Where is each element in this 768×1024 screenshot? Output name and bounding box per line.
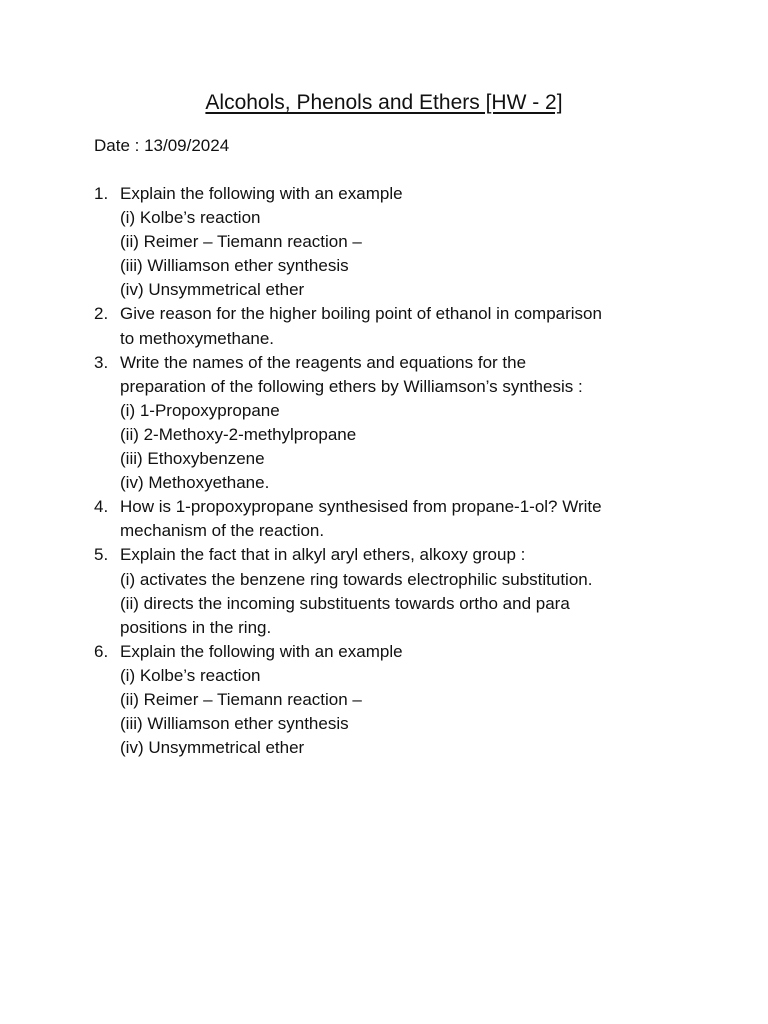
question-text: to methoxymethane. — [120, 328, 275, 348]
question-item — [94, 302, 694, 350]
question-number: 2. — [94, 304, 109, 324]
question-number: 1. — [94, 184, 109, 203]
question-subitem: (iv) Unsymmetrical ether — [120, 280, 305, 300]
question-subitem: (i) 1-Propoxypropane — [120, 400, 280, 420]
question-number: 4. — [94, 497, 109, 517]
question-item — [94, 543, 694, 639]
question-subitem: (iii) Williamson ether synthesis — [120, 714, 349, 734]
question-item — [94, 351, 694, 496]
question-text: Give reason for the higher boiling point of ethanol in comparison — [120, 304, 602, 324]
question-item — [94, 182, 694, 302]
question-subitem: (iii) Ethoxybenzene — [120, 449, 265, 469]
question-subitem: (iii) Williamson ether synthesis — [120, 256, 349, 276]
question-text: How is 1-propoxypropane synthesised from propane-1-ol? Write — [120, 497, 602, 517]
question-subitem: (iv) Unsymmetrical ether — [120, 738, 305, 758]
question-text: preparation of the following ethers by Williamson’s synthesis : — [120, 376, 583, 396]
date-line: Date : 13/09/2024 — [94, 136, 230, 155]
question-text: Explain the fact that in alkyl aryl ethers, alkoxy group : — [120, 545, 526, 565]
question-subitem: (iv) Methoxyethane. — [120, 473, 270, 493]
question-text: Explain the following with an example — [120, 641, 403, 661]
question-text: Explain the following with an example — [120, 184, 403, 203]
question-number: 5. — [94, 545, 109, 565]
question-subitem: (ii) directs the incoming substituents towards ortho and para — [120, 593, 570, 613]
question-subitem: (ii) 2-Methoxy-2-methylpropane — [120, 424, 357, 444]
question-number: 6. — [94, 641, 109, 661]
question-item — [94, 640, 694, 760]
page-title: Alcohols, Phenols and Ethers [HW - 2] — [205, 91, 563, 114]
question-subitem: (i) Kolbe’s reaction — [120, 665, 261, 685]
question-subitem: (i) activates the benzene ring towards electrophilic substitution. — [120, 569, 593, 589]
question-item — [94, 495, 694, 543]
question-text: mechanism of the reaction. — [120, 521, 325, 541]
question-subitem: (ii) Reimer – Tiemann reaction – — [120, 232, 362, 252]
question-text: Write the names of the reagents and equations for the — [120, 352, 527, 372]
question-subitem: (ii) Reimer – Tiemann reaction – — [120, 689, 362, 709]
question-number: 3. — [94, 352, 109, 372]
question-subitem: (i) Kolbe’s reaction — [120, 208, 261, 228]
question-subitem: positions in the ring. — [120, 617, 272, 637]
question-list — [94, 182, 694, 760]
